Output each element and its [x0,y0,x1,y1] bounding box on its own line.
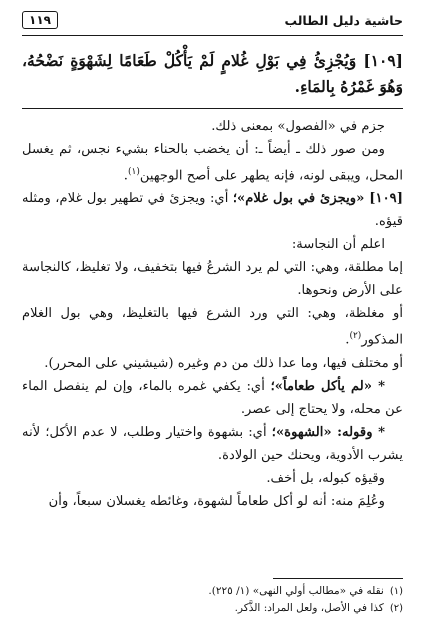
paragraph: أو مغلظة، وهي: التي ورد الشرع فيها بالتغليظ، وهي بول الغلام المذكور$^{(٢)}$. [22,306,403,348]
paragraph [22,375,403,421]
paragraph-text: ومن صور ذلك ـ أيضاً ـ: أن يخضب بالحناء بشيء نجس، ثم يغسل المحل، ويبقى لونه، فإنه يطهر على أصح الوجهين [22,142,403,184]
page-number: ١١٩ [22,11,58,29]
paragraph: أو مختلف فيها، وما عدا ذلك من دم وغيره (شيشيني على المحرر). [44,355,403,371]
paragraph [22,421,403,467]
paragraph: إما مطلقة، وهي: التي لم يرد الشرعُ فيها بتخفيف، ولا تغليظ، كالنجاسة على الأرض ونحوها. [22,260,403,299]
paragraph: جزم في «الفصول» بمعنى ذلك. [211,119,385,134]
paragraph-lemma: [١٠٩] «ويجزئ في بول غلام»؛ [232,191,403,207]
paragraph-lemma: * وقوله: «الشهوة»؛ [271,424,385,440]
paragraph: وعُلِمَ منه: أنه لو أكل طعاماً لشهوة، وغائطه يغسلان سبعاً، وأن [48,493,385,509]
footnotes [22,578,403,617]
footnote-divider [273,578,403,579]
running-title: حاشية دليل الطالب [284,12,403,28]
footnote-item [22,600,403,617]
footnote-item [22,583,403,600]
footnote-text: نقله في «مطالب أولي النهى» (١/ ٢٢٥). [208,585,384,597]
matn-text: [١٠٩] وَيُجْزِئُ فِي بَوْلِ غُلامٍ لَمْ يَأْكُلْ طَعَامًا لِشَهْوَةٍ نَضْحُهُ، وَهُوَ غَمْرُهُ بِالمَاءِ. [22,48,403,109]
paragraph-text: أي: بشهوة واختيار وطلب، لا عدم الأكل؛ لأنه يشرب الأدوية، ويحنك حين الولادة. [22,424,403,463]
footnote-text: كذا في الأصل، ولعل المراد: الذَّكر. [234,602,384,614]
paragraph-text: أي: ويجزئ في تطهير بول غلام، ومثله قيؤه. [22,191,403,230]
paragraph-text: أي: يكفي غمره بالماء، وإن لم ينفصل الماء عن محله، ولا يحتاج إلى عصر. [22,378,403,417]
paragraph: ومن صور ذلك ـ أيضاً ـ: أن يخضب بالحناء بشيء نجس، ثم يغسل المحل، ويبقى لونه، فإنه يطهر على أصح الوجهين$^{(١)}$. [22,142,403,184]
footnote-number: (١) [389,586,403,597]
paragraph-lemma: * «لم يأكل طعاماً»؛ [270,378,385,394]
footnote-ref: (٢) [349,331,362,342]
footnote-number: (٢) [389,603,403,614]
paragraph: اعلم أن النجاسة: [291,237,385,253]
page-header [22,8,403,36]
paragraph-text: أو مغلظة، وهي: التي ورد الشرع فيها بالتغليظ، وهي بول الغلام المذكور [22,306,403,348]
commentary-body [22,115,403,513]
paragraph: وقيؤه كبوله، بل أخف. [266,470,385,486]
footnote-ref: (١) [127,167,140,177]
paragraph [22,187,403,233]
